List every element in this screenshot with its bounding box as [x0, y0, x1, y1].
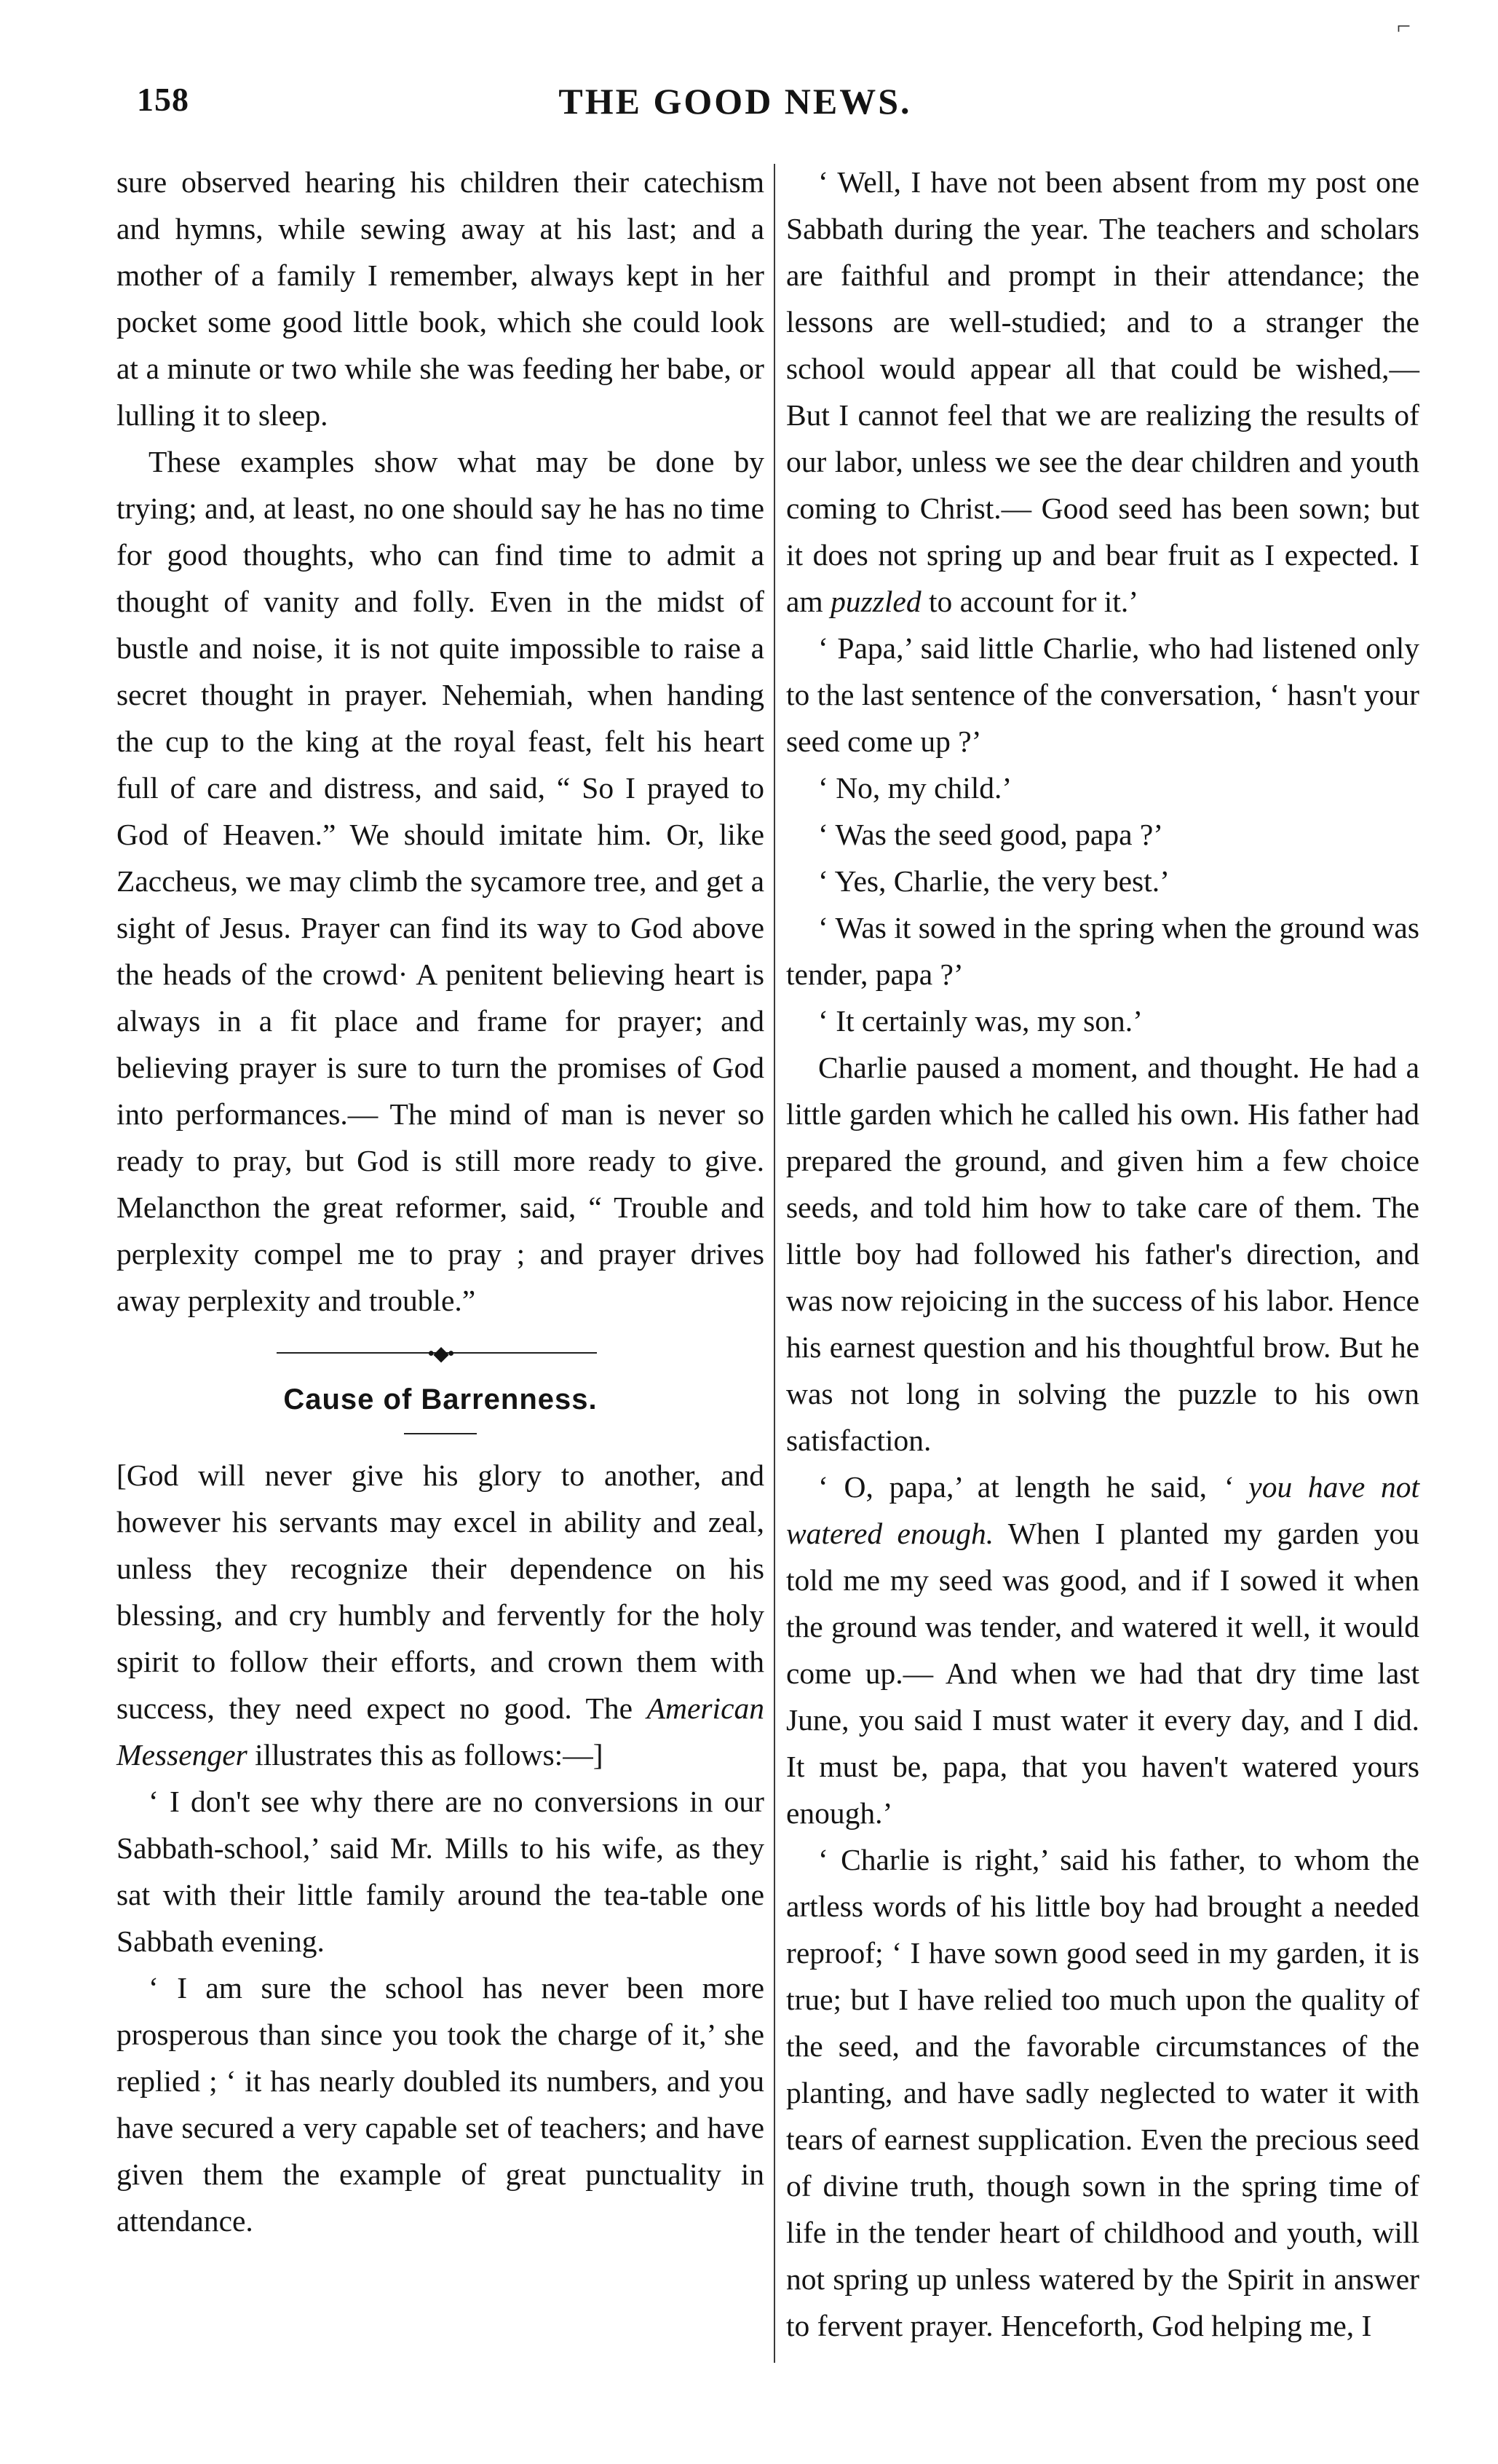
paragraph: ‘ I don't see why there are no conversions in our Sabbath-school,’ said Mr. Mills to his wife, as they sat with their little family around the tea-table one Sabbath evening.	[116, 1785, 764, 1958]
paragraph-text-end: to account for it.’	[921, 585, 1139, 618]
emphasis: ‘ you have not watered enough.	[786, 1470, 1419, 1550]
ornament-dots: •◆•	[427, 1343, 453, 1365]
page-header	[116, 80, 1354, 131]
paragraph: ‘ It certainly was, my son.’	[818, 1004, 1144, 1038]
paragraph: ‘ Papa,’ said little Charlie, who had listened only to the last sentence of the conversation, ‘ hasn't your seed come up ?’	[786, 631, 1419, 758]
paragraph: ‘ Charlie is right,’ said his father, to whom the artless words of his little boy had brought a needed reproof; ‘ I have sown good seed in my garden, it is true; but I have relied too much upon the quality of the seed, and the favorable circumstances of the planting, and have sadly neglected to water it with tears of earnest supplication. Even the precious seed of divine truth, though sown in the spring time of life in the tender heart of childhood and youth, will not spring up unless watered by the Spirit in answer to fervent prayer. Henceforth, God helping me, I	[786, 1843, 1419, 2342]
paragraph	[786, 1464, 1419, 1836]
paragraph-text: ‘ O, papa,’ at length he said,	[818, 1470, 1223, 1504]
paragraph-text: ‘ Well, I have not been absent from my post one Sabbath during the year. The teachers and scholars are faithful and prompt in their attendance; the lessons are well-studied; and to a stranger the school would appear all that could be wished,— But I cannot feel that we are realizing the results of our labor, unless we see the dear children and youth coming to Christ.— Good seed has been sown; but it does not spring up and bear fruit as I expected. I am	[786, 165, 1419, 618]
intro-text-end: illustrates this as follows:—]	[247, 1738, 603, 1772]
section-title: Cause of Barrenness.	[283, 1383, 598, 1415]
source-name: American Messenger	[116, 1691, 764, 1772]
column-rule	[774, 164, 775, 2363]
paragraph	[786, 159, 1419, 625]
paragraph: These examples show what may be done by trying; and, at least, no one should say he has no time for good thoughts, who can find time to admit a thought of vanity and folly. Even in the midst of bustle and noise, it is not quite impossible to raise a secret thought in prayer. Nehemiah, when handing the cup to the king at the royal feast, felt his heart full of care and distress, and said, “ So I prayed to God of Heaven.” We should imitate him. Or, like Zaccheus, we may climb the sycamore tree, and get a sight of Jesus. Prayer can find its way to God above the heads of the crowd· A penitent believing heart is always in a fit place and frame for prayer; and believing prayer is sure to turn the promises of God into performances.— The mind of man is never so ready to pray, but God is still more ready to give. Melancthon the great reformer, said, “ Trouble and perplexity compel me to pray ; and prayer drives away perplexity and trouble.”	[116, 445, 764, 1317]
paragraph: ‘ Yes, Charlie, the very best.’	[818, 864, 1170, 898]
emphasis: puzzled	[831, 585, 922, 618]
paragraph: Charlie paused a moment, and thought. He had a little garden which he called his own. His father had prepared the ground, and given him a few choice seeds, and told him how to take care of them. The little boy had followed his father's direction, and was now rejoicing in the success of his labor. Hence his earnest question and his thoughtful brow. But he was not long in solving the puzzle to his own satisfaction.	[786, 1051, 1419, 1457]
left-column	[116, 159, 764, 2244]
page-number: 158	[137, 81, 189, 118]
corner-mark-icon: ⌐	[1396, 13, 1411, 40]
intro-text: [God will never give his glory to another, and however his servants may excel in ability and zeal, unless they recognize their dependence on his blessing, and cry humbly and fervently for the holy spirit to follow their efforts, and crown them with success, they need expect no good. The	[116, 1458, 764, 1725]
title-rule	[404, 1433, 477, 1434]
editor-intro	[116, 1452, 764, 1778]
right-column	[786, 159, 1419, 2349]
paragraph: sure observed hearing his children their catechism and hymns, while sewing away at his last; and a mother of a family I remember, always kept in her pocket some good little book, which she could look at a minute or two while she was feeding her babe, or lulling it to sleep.	[116, 165, 764, 432]
paragraph: ‘ Was it sowed in the spring when the ground was tender, papa ?’	[786, 911, 1419, 991]
paragraph-text-end: When I planted my garden you told me my seed was good, and if I sowed it when the ground was tender, and watered it well, it would come up.— And when we had that dry time last June, you said I must water it every day, and I did. It must be, papa, that you haven't watered yours enough.’	[786, 1517, 1419, 1830]
running-title: THE GOOD NEWS.	[558, 81, 912, 122]
paragraph: ‘ Was the seed good, papa ?’	[818, 818, 1164, 851]
paragraph: ‘ I am sure the school has never been more prosperous than since you took the charge of it,’ she replied ; ‘ it has nearly doubled its numbers, and you have secured a very capable set of teachers; and have given them the example of great punctuality in attendance.	[116, 1971, 764, 2238]
paragraph: ‘ No, my child.’	[818, 771, 1012, 805]
section-divider	[116, 1343, 764, 1365]
